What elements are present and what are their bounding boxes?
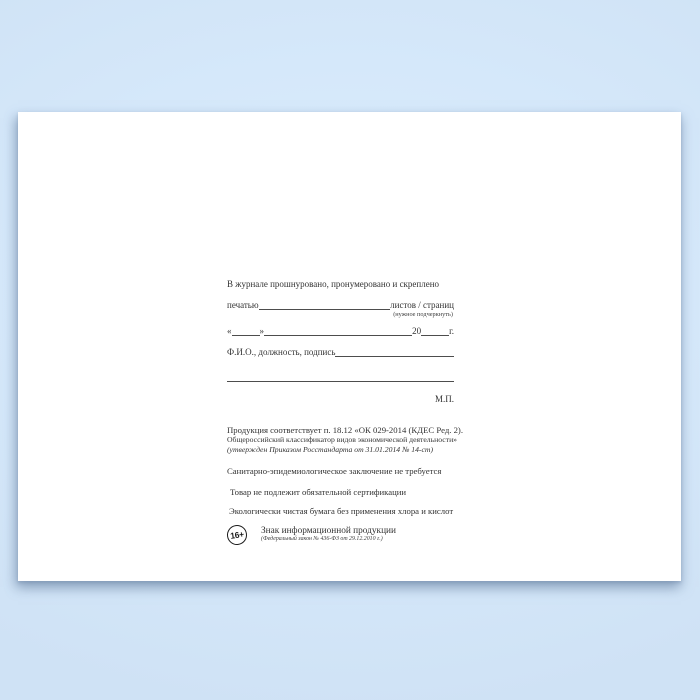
okved-line3: (утвержден Приказом Росстандарта от 31.01.2014 № 14-ст)	[227, 444, 434, 454]
quote-close: »	[259, 326, 264, 336]
seal-label: печатью	[227, 300, 259, 310]
age-mark-law: (Федеральный закон № 436-ФЗ от 29.12.2010 г.)	[261, 536, 383, 542]
blank-signature	[335, 348, 454, 357]
blank-month	[264, 327, 412, 336]
underline-hint: (нужное подчеркнуть)	[393, 311, 453, 318]
age-mark-row	[227, 525, 454, 545]
seal-abbr: М.П.	[434, 394, 454, 404]
binding-statement: В журнале прошнуровано, пронумеровано и скреплено	[227, 279, 440, 289]
document-page	[18, 112, 681, 581]
blank-extra-line	[227, 373, 454, 382]
blank-year	[421, 327, 449, 336]
date-row	[227, 326, 454, 336]
blank-day	[232, 327, 260, 336]
seal-row	[227, 300, 454, 310]
sanitary-note: Санитарно-эпидемиологическое заключение не требуется	[227, 466, 442, 476]
age-rating-16-icon: 16+	[226, 524, 249, 547]
okved-line1: Продукция соответствует п. 18.12 «ОК 029-2014 (КДЕС Ред. 2).	[227, 425, 463, 435]
year-prefix: 20	[412, 326, 422, 336]
year-suffix: г.	[449, 326, 454, 336]
sheets-pages-label: листов / страниц	[390, 300, 454, 310]
age-mark-caption	[261, 525, 396, 543]
page-text-block	[227, 279, 463, 545]
certification-note: Товар не подлежит обязательной сертификации	[230, 487, 407, 497]
ecology-note: Экологически чистая бумага без применения хлора и кислот	[229, 506, 454, 516]
signature-row	[227, 347, 454, 357]
age-mark-label: Знак информационной продукции	[261, 526, 396, 536]
quote-open: «	[227, 326, 232, 336]
signature-label: Ф.И.О., должность, подпись	[227, 347, 336, 357]
blank-sheets-count	[259, 301, 391, 310]
okved-line2: Общероссийский классификатор видов экономической деятельности»	[227, 435, 458, 444]
